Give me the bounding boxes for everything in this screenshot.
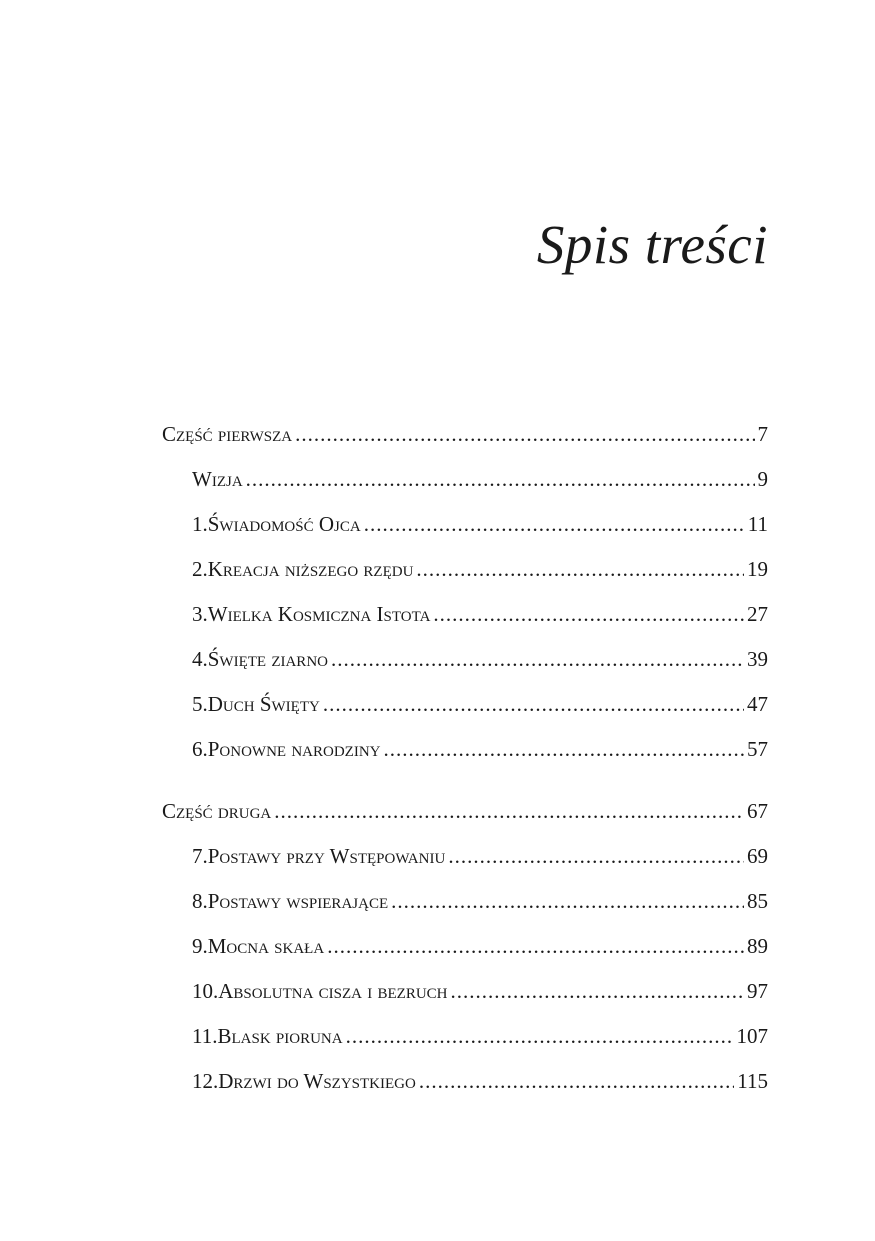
leader-dots (433, 592, 744, 637)
toc-chapter-2[interactable] (162, 547, 768, 592)
toc-chapter-number: 2. (192, 557, 208, 581)
leader-dots (246, 457, 755, 502)
toc-label: Postawy wspierające (207, 889, 389, 913)
toc-chapter-3[interactable] (162, 592, 768, 637)
toc-label: Duch Święty (207, 692, 320, 716)
toc-page-number: 115 (737, 1069, 768, 1093)
toc-chapter-number: 5. (192, 692, 208, 716)
toc-page-number: 9 (757, 467, 768, 491)
toc-label: Absolutna cisza i bezruch (218, 979, 448, 1003)
toc-chapter-9[interactable] (162, 924, 768, 969)
toc-label: Postawy przy Wstępowaniu (207, 844, 446, 868)
toc-label: Wielka Kosmiczna Istota (207, 602, 431, 626)
leader-dots (384, 727, 745, 772)
toc-page-number: 7 (757, 422, 768, 446)
toc-chapter-6[interactable] (162, 727, 768, 772)
toc-chapter-8[interactable] (162, 879, 768, 924)
toc-intro-wizja[interactable] (162, 457, 768, 502)
toc-page-number: 97 (747, 979, 768, 1003)
leader-dots (391, 879, 744, 924)
toc-chapter-number: 8. (192, 889, 208, 913)
leader-dots (451, 969, 744, 1014)
toc-label: Blask pioruna (217, 1024, 343, 1048)
toc-chapter-1[interactable] (162, 502, 768, 547)
toc-chapter-7[interactable] (162, 834, 768, 879)
leader-dots (419, 1059, 734, 1104)
leader-dots (346, 1014, 734, 1059)
toc-label: Wizja (192, 467, 243, 491)
toc-label: Mocna skała (207, 934, 325, 958)
leader-dots (331, 637, 744, 682)
leader-dots (323, 682, 744, 727)
leader-dots (416, 547, 744, 592)
toc-page-number: 69 (747, 844, 768, 868)
toc-label: Część druga (162, 799, 272, 823)
leader-dots (295, 412, 754, 457)
toc-chapter-number: 11. (192, 1024, 218, 1048)
toc-chapter-10[interactable] (162, 969, 768, 1014)
toc-part-2[interactable] (162, 789, 768, 834)
toc-page-number: 39 (747, 647, 768, 671)
toc-label: Święte ziarno (207, 647, 328, 671)
toc-page-number: 19 (747, 557, 768, 581)
toc-page-number: 57 (747, 737, 768, 761)
toc-chapter-11[interactable] (162, 1014, 768, 1059)
toc-page-number: 107 (736, 1024, 768, 1048)
toc-chapter-number: 6. (192, 737, 208, 761)
toc-chapter-number: 10. (192, 979, 219, 1003)
leader-dots (274, 789, 744, 834)
toc-label: Kreacja niższego rzędu (207, 557, 414, 581)
toc-part-1[interactable] (162, 412, 768, 457)
toc-chapter-number: 3. (192, 602, 208, 626)
toc-chapter-12[interactable] (162, 1059, 768, 1104)
toc-page-number: 85 (747, 889, 768, 913)
toc-page-number: 11 (747, 512, 768, 536)
toc-chapter-4[interactable] (162, 637, 768, 682)
toc-page-number: 47 (747, 692, 768, 716)
toc-chapter-number: 7. (192, 844, 208, 868)
toc-chapter-5[interactable] (162, 682, 768, 727)
table-of-contents (162, 412, 768, 1104)
toc-page-number: 67 (747, 799, 768, 823)
toc-chapter-number: 4. (192, 647, 208, 671)
toc-label: Część pierwsza (162, 422, 293, 446)
leader-dots (327, 924, 744, 969)
toc-page-number: 89 (747, 934, 768, 958)
toc-page-number: 27 (747, 602, 768, 626)
toc-label: Ponowne narodziny (207, 737, 381, 761)
toc-chapter-number: 1. (192, 512, 208, 536)
toc-chapter-number: 12. (192, 1069, 219, 1093)
toc-label: Drzwi do Wszystkiego (218, 1069, 416, 1093)
toc-chapter-number: 9. (192, 934, 208, 958)
leader-dots (448, 834, 744, 879)
toc-label: Świadomość Ojca (207, 512, 361, 536)
page-title: Spis treści (536, 214, 768, 275)
leader-dots (364, 502, 745, 547)
